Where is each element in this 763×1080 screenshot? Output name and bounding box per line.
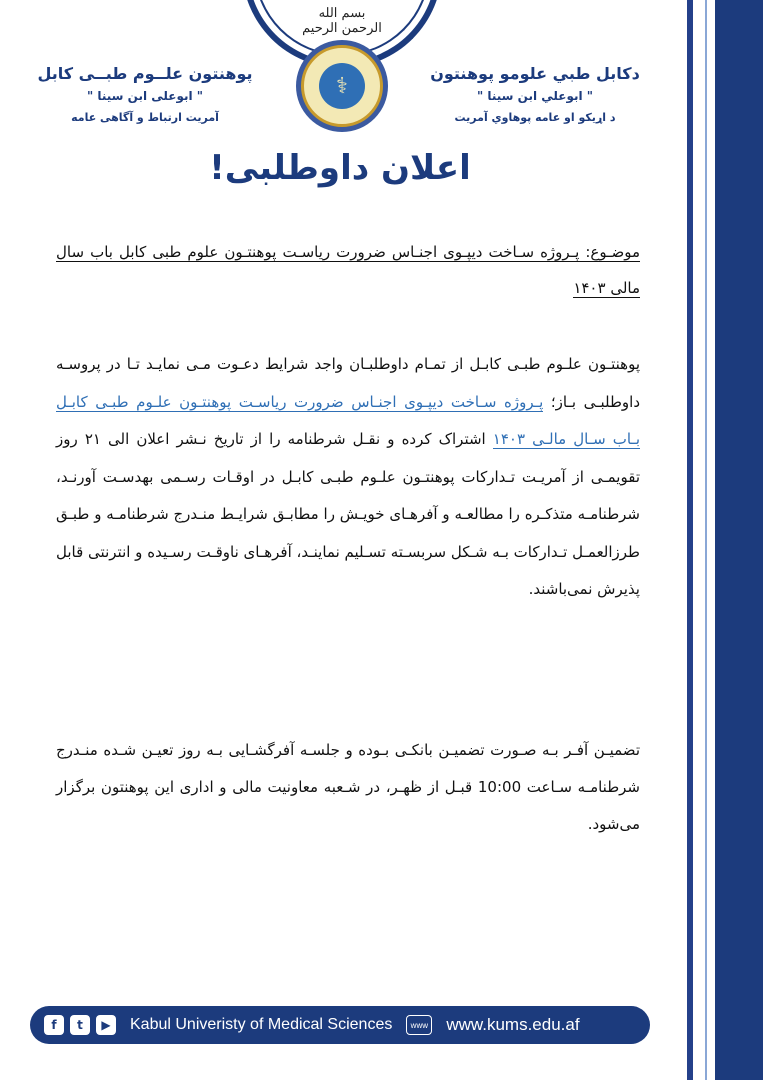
subject-line	[56, 234, 640, 306]
seal-ring	[301, 45, 383, 127]
footer-university-name: Kabul Univeristy of Medical Sciences	[130, 1016, 393, 1033]
side-band-stripe	[687, 0, 693, 1080]
paragraph1-body: اشتراک کرده و نقـل شرطنامه را از تاریخ نـشر اعلان الی ۲۱ روز تقویمـی از آمریـت تـدارکات پوهنتـون علـوم طبـی کابـل در اوقـات رسـمی بهدسـت آورنـد، شرطنامـه متذکـره را مطالعـه و آفرهـای خویـش را مطابـق شرایـط منـدرج شرطنامـه و طبـق طرزالعمـل تـدارکات بـه شـکل سربسـته تسـلیم نماینـد، آفرهـای ناوقـت رسـیده و انترنتی قابل پذیرش نمی‌باشند.	[56, 430, 640, 598]
globe-www-icon: www	[406, 1015, 432, 1035]
side-decoration-band	[675, 0, 763, 1080]
header-pashto-subtitle: " ابوعلي ابن سینا "	[476, 89, 594, 103]
paragraph1-intro: پوهنتـون علـوم طبـی کابـل از تمـام داوطلبـان واجد شرایط دعـوت مـی نمایـد تـا در پروسـه داوطلبـی بـاز؛	[56, 355, 641, 411]
twitter-icon[interactable]: t	[70, 1015, 90, 1035]
announcement-title: اعلان داوطلبی!	[209, 148, 471, 188]
bismillah-calligraphy: بسم الله الرحمن الرحیم	[302, 6, 382, 36]
header-dari-subtitle: " ابوعلی ابن سینا "	[86, 89, 204, 103]
caduceus-icon: ⚕	[319, 63, 365, 109]
header-dari-dept: آمریت ارتباط و آگاهی عامه	[71, 111, 219, 124]
header-dari-block	[10, 64, 280, 124]
university-seal-logo	[296, 40, 388, 132]
header-dari-title: پوهنتون علــوم طبــی کابل	[37, 64, 253, 83]
facebook-icon[interactable]: f	[44, 1015, 64, 1035]
header-pashto-title: دکابل طبي علومو پوهنتون	[430, 64, 640, 83]
footer-bar	[30, 1006, 650, 1044]
header-pashto-block	[400, 64, 670, 124]
side-band-thin-stripe	[705, 0, 707, 1080]
project-name-highlight: پـروژه سـاخت دیپـوی اجنـاس ضرورت ریاسـت پوهنتـون علـوم طبـی کابـل بـاب سـال مالـی ۱۴۰۳	[56, 392, 641, 448]
subject-text: موضـوع: پـروژه سـاخت دیپـوی اجنـاس ضرورت ریاسـت پوهنتـون علوم طبی کابل باب سال مالی ۱۴۰۳	[56, 243, 640, 297]
header-pashto-dept: د اړیکو او عامه پوهاوي آمریت	[454, 111, 616, 124]
side-band-fill	[715, 0, 763, 1080]
youtube-icon[interactable]: ▶	[96, 1015, 116, 1035]
footer-website-link[interactable]: www.kums.edu.af	[446, 1015, 580, 1034]
paragraph-invitation	[56, 346, 640, 609]
paragraph-bid-guarantee: تضمیـن آفـر بـه صـورت تضمیـن بانکـی بـوده و جلسـه آفرگشـایی بـه روز تعیـن شـده منـدرج شرطنامـه سـاعت 10:00 قبـل از ظهـر، در شـعبه معاونیت مالی و اداری این پوهنتون برگزار می‌شود.	[56, 741, 640, 833]
